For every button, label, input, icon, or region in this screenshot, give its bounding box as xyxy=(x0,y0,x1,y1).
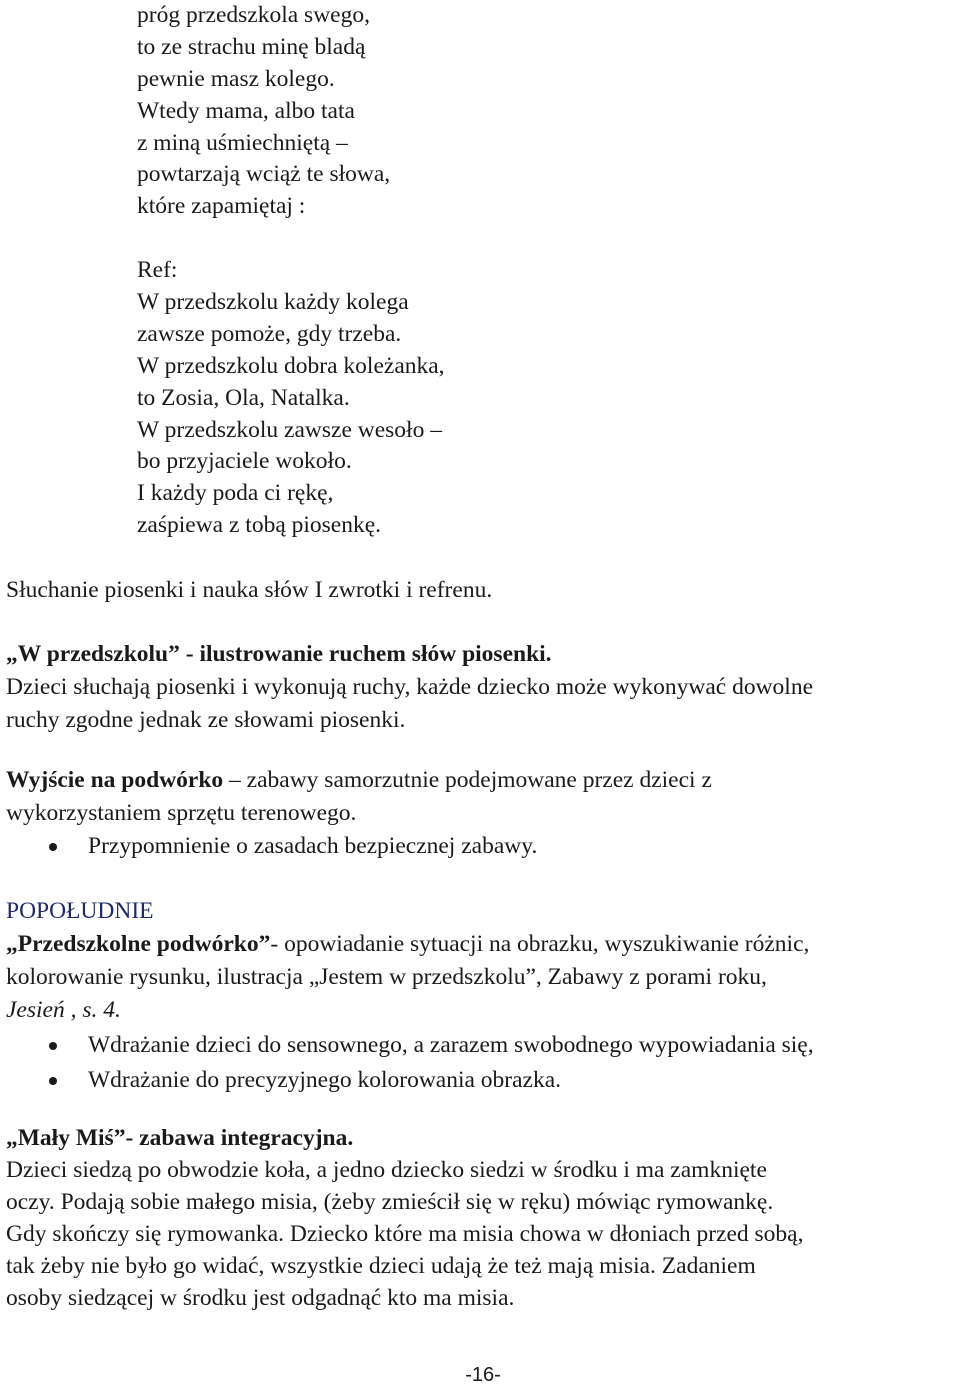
list-item-text: Wdrażanie do precyzyjnego kolorowania obrazka. xyxy=(88,1067,562,1093)
movement-text: Dzieci słuchają piosenki i wykonują ruchy, każde dziecko może wykonywać dowolne xyxy=(6,674,813,700)
game-text: Dzieci siedzą po obwodzie koła, a jedno dziecko siedzi w środku i ma zamknięte xyxy=(6,1157,767,1183)
afternoon-title: „Przedszkolne podwórko” xyxy=(6,931,271,957)
verse-line: pewnie masz kolego. xyxy=(137,65,335,92)
list-item-text: Przypomnienie o zasadach bezpiecznej zabawy. xyxy=(88,833,538,859)
game-text: osoby siedzącej w środku jest odgadnąć kto ma misia. xyxy=(6,1285,515,1311)
stanza-gap xyxy=(137,223,837,255)
game-text: Gdy skończy się rymowanka. Dziecko które ma misia chowa w dłoniach przed sobą, xyxy=(6,1221,804,1247)
list-item-text: Wdrażanie dzieci do sensownego, a zarazem swobodnego wypowiadania się, xyxy=(88,1032,814,1058)
afternoon-text: kolorowanie rysunku, ilustracja „Jestem w przedszkolu”, Zabawy z porami roku, xyxy=(6,964,767,990)
movement-section xyxy=(6,639,956,736)
outdoor-text: wykorzystaniem sprzętu terenowego. xyxy=(6,800,357,826)
outdoor-text: – zabawy samorzutnie podejmowane przez dzieci z xyxy=(223,767,712,793)
listening-paragraph xyxy=(6,575,956,606)
bullet-icon xyxy=(49,1077,57,1085)
afternoon-heading: POPOŁUDNIE xyxy=(6,898,154,924)
afternoon-section xyxy=(6,896,956,1096)
outdoor-line xyxy=(6,765,956,796)
verse-line: które zapamiętaj : xyxy=(137,193,306,220)
refrain-line: bo przyjaciele wokoło. xyxy=(137,448,352,475)
refrain-line: zawsze pomoże, gdy trzeba. xyxy=(137,320,402,347)
list-item xyxy=(6,1030,956,1061)
page-number: -16- xyxy=(465,1364,501,1386)
bullet-icon xyxy=(49,1042,57,1050)
verse-line: to ze strachu minę bladą xyxy=(137,33,366,60)
afternoon-line xyxy=(6,929,956,960)
refrain-line: to Zosia, Ola, Natalka. xyxy=(137,384,350,411)
list-item xyxy=(6,831,956,862)
song-lyrics xyxy=(137,0,837,542)
game-section xyxy=(6,1123,956,1314)
verse-line: próg przedszkola swego, xyxy=(137,2,370,28)
outdoor-section xyxy=(6,765,956,862)
bullet-icon xyxy=(49,843,57,851)
afternoon-text: - opowiadanie sytuacji na obrazku, wyszukiwanie różnic, xyxy=(270,931,810,957)
refrain-line: W przedszkolu zawsze wesoło – xyxy=(137,416,442,443)
list-item xyxy=(6,1065,956,1096)
outdoor-title: Wyjście na podwórko xyxy=(6,767,224,793)
verse-line: powtarzają wciąż te słowa, xyxy=(137,161,391,188)
game-title: „Mały Miś”- zabawa integracyjna. xyxy=(6,1125,354,1151)
refrain-line: W przedszkolu dobra koleżanka, xyxy=(137,352,445,379)
refrain-line: I każdy poda ci rękę, xyxy=(137,480,334,507)
game-text: oczy. Podają sobie małego misia, (żeby zmieścił się w ręku) mówiąc rymowankę. xyxy=(6,1189,774,1215)
refrain-line: W przedszkolu każdy kolega xyxy=(137,289,409,316)
refrain-label: Ref: xyxy=(137,257,178,284)
afternoon-text: Jesień , s. 4. xyxy=(6,997,121,1023)
verse-line: z miną uśmiechniętą – xyxy=(137,129,348,156)
listening-text: Słuchanie piosenki i nauka słów I zwrotki i refrenu. xyxy=(6,577,493,603)
verse-line: Wtedy mama, albo tata xyxy=(137,97,355,124)
refrain-line: zaśpiewa z tobą piosenkę. xyxy=(137,512,382,539)
game-text: tak żeby nie było go widać, wszystkie dzieci udają że też mają misia. Zadaniem xyxy=(6,1253,756,1279)
movement-text: ruchy zgodne jednak ze słowami piosenki. xyxy=(6,707,406,733)
movement-title: „W przedszkolu” - ilustrowanie ruchem słów piosenki. xyxy=(6,641,552,667)
